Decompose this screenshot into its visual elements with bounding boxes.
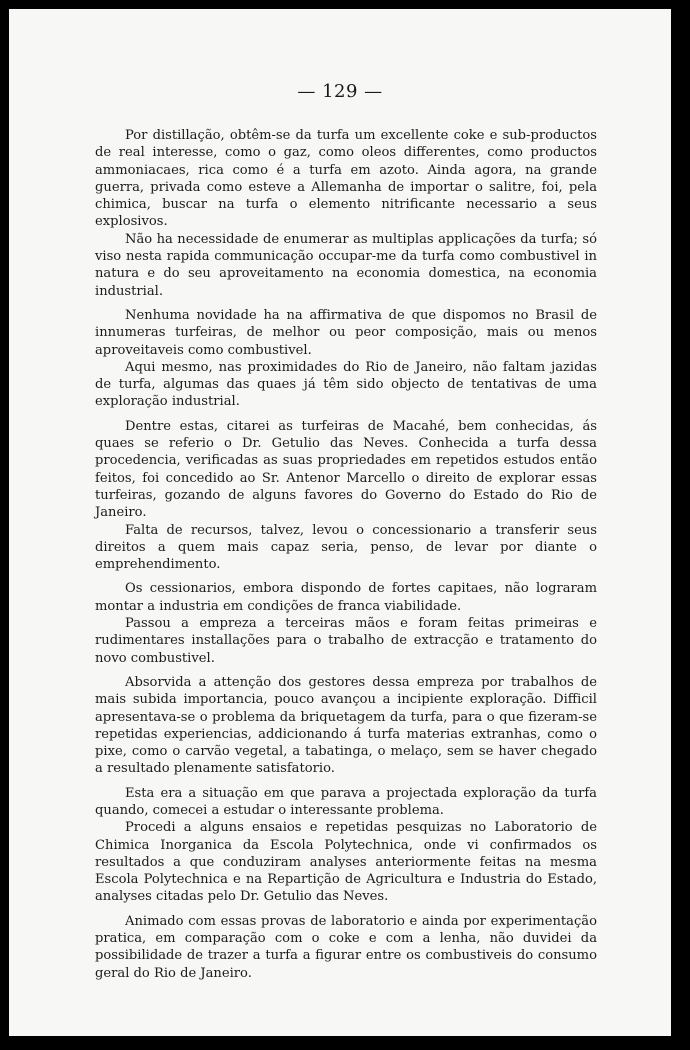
paragraph: Esta era a situação em que parava a projectada exploração da turfa quando, comecei a estudar o interessante problema. xyxy=(95,785,597,818)
paragraph: Passou a empreza a terceiras mãos e foram feitas primeiras e rudimentares installações para o trabalho de extracção e tratamento do novo combustivel. xyxy=(95,616,597,666)
page-number: — 129 — xyxy=(297,81,383,102)
paragraph: Aqui mesmo, nas proximidades do Rio de Janeiro, não faltam jazidas de turfa, algumas das quaes já têm sido objecto de tentativas de uma exploração industrial. xyxy=(95,359,597,410)
paragraph: Dentre estas, citarei as turfeiras de Macahé, bem conhecidas, ás quaes se referio o Dr. Getulio das Neves. Conhecida a turfa dessa procedencia, verificadas as suas propriedades em repetidos estudos então feitos, foi concedido ao Sr. Antenor Marcello o direito de explorar essas turfeiras, gozando de alguns favores do Governo do Estado do Rio de Janeiro. xyxy=(95,418,597,521)
paragraph: Falta de recursos, talvez, levou o concessionario a transferir seus direitos a quem mais capaz seria, penso, de levar por diante o emprehendimento. xyxy=(95,522,597,573)
paragraph: Não ha necessidade de enumerar as multiplas applicações da turfa; só viso nesta rapida communicação occupar-me da turfa como combustivel in natura e do seu aproveitamento na economia domestica, na economia industrial. xyxy=(95,231,597,299)
scanned-page xyxy=(9,9,671,1036)
body-text xyxy=(95,127,597,982)
paragraph: Procedi a alguns ensaios e repetidas pesquizas no Laboratorio de Chimica Inorganica da Escola Polytechnica, onde vi confirmados os resultados a que conduziram analyses anteriormente feitas na mesma Escola Polytechnica e na Repartição de Agricultura e Industria do Estado, analyses citadas pelo Dr. Getulio das Neves. xyxy=(95,820,597,905)
paragraph: Nenhuma novidade ha na affirmativa de que dispomos no Brasil de innumeras turfeiras, de melhor ou peor composição, mais ou menos aproveitaveis como combustivel. xyxy=(95,307,597,358)
paragraph: Absorvida a attenção dos gestores dessa empreza por trabalhos de mais subida importancia, pouco avançou a incipiente exploração. Difficil apresentava-se o problema da briquetagem da turfa, para o que fizeram-se repetidas experiencias, addicionando á turfa materias extranhas, como o pixe, como o carvão vegetal, a tabatinga, o melaço, sem se haver chegado a resultado plenamente satisfatorio. xyxy=(95,674,597,777)
paragraph: Animado com essas provas de laboratorio e ainda por experimentação pratica, em comparação com o coke e com a lenha, não duvidei da possibilidade de trazer a turfa a figurar entre os combustiveis do consumo geral do Rio de Janeiro. xyxy=(95,913,597,981)
paragraph: Por distillação, obtêm-se da turfa um excellente coke e sub-productos de real interesse, como o gaz, como oleos differentes, como productos ammoniacaes, rica como é a turfa em azoto. Ainda agora, na grande guerra, privada como esteve a Allemanha de importar o salitre, foi, pela chimica, buscar na turfa o elemento nitrificante necessario a seus explosivos. xyxy=(95,128,597,230)
paragraph: Os cessionarios, embora dispondo de fortes capitaes, não lograram montar a industria em condições de franca viabilidade. xyxy=(95,581,597,614)
